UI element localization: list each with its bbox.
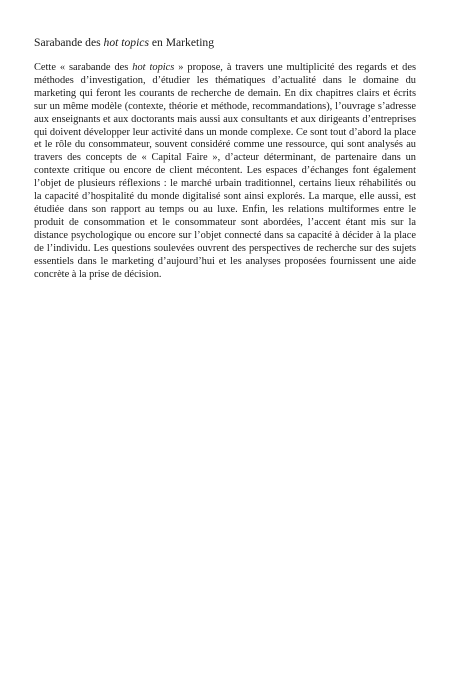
document-title (34, 36, 416, 50)
title-prefix: Sarabande des (34, 36, 104, 49)
title-italic: hot topics (103, 36, 149, 49)
body-main-text: » propose, à travers une multiplicité des regards et des méthodes d’investigation, d’étudier les thématiques d’actualité dans le domaine du marketing qui feront les courants de recherche de demain. En dix chapitres clairs et écrits sur un même modèle (contexte, théorie et méthode, recommandations), l’ouvrage s’adresse aux enseignants et aux doctorants mais aussi aux consultants et aux dirigeants d’entreprises qui doivent développer leur activité dans un monde complexe. Ce sont tout d’abord la place et le rôle du consommateur, souvent considéré comme une ressource, qui sont analysés au travers des concepts de « Capital Faire », d’acteur déterminant, de partenaire dans un contexte critique ou encore de client mécontent. Les espaces d’échanges font également l’objet de plusieurs réflexions : le marché urbain traditionnel, certains lieux réhabilités ou la capacité d’hospitalité du monde digitalisé sont ainsi explorés. La marque, elle aussi, est étudiée dans son rapport au temps ou au luxe. Enfin, les relations multiformes entre le produit de consommation et le consommateur sont abordées, l’accent étant mis sur la distance psychologique ou encore sur l’objet connecté dans sa capacité à décider à la place de l’individu. Les questions soulevées ouvrent des perspectives de recherche sur des sujets essentiels dans le marketing d’aujourd’hui et les analyses proposées fournissent une aide concrète à la prise de décision. (34, 62, 416, 280)
title-suffix: en Marketing (148, 36, 215, 49)
body-paragraph (34, 62, 416, 281)
document-page (34, 36, 416, 281)
body-intro: Cette « sarabande des (34, 62, 133, 73)
body-italic-term: hot topics (132, 62, 175, 73)
